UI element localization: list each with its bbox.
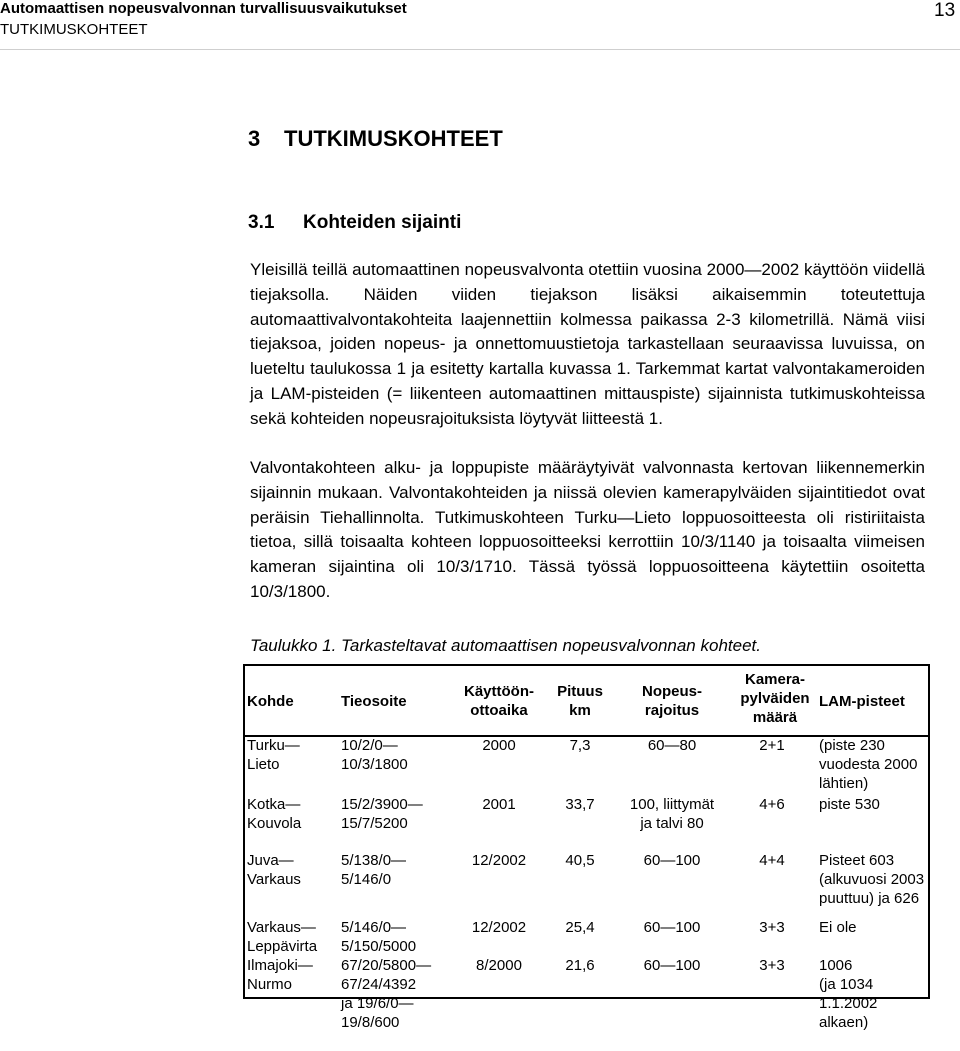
cell-line: Juva—: [247, 852, 294, 869]
cell-kamerapylvaat: [731, 795, 813, 814]
header-divider: [0, 49, 960, 50]
cell-lam: [819, 795, 927, 814]
cell-line: 19/8/600: [341, 1014, 400, 1031]
header-label: rajoitus: [644, 702, 700, 719]
cell-line: 12/2002: [471, 919, 527, 936]
cell-line: 5/146/0: [341, 871, 392, 888]
cell-line: 33,7: [565, 796, 595, 813]
header-label: Nopeus-: [642, 683, 702, 700]
cell-kohde: [247, 851, 339, 889]
cell-line: 4+4: [759, 852, 785, 869]
cell-line: 3+3: [759, 957, 785, 974]
cell-kayttoonottoaika: [451, 918, 547, 937]
cell-tieosoite: [341, 736, 451, 774]
cell-pituus: [547, 851, 613, 870]
column-header-tieosoite: [341, 692, 407, 711]
cell-line: piste 530: [819, 796, 880, 813]
cell-line: 15/2/3900—: [341, 796, 423, 813]
header-label: km: [569, 702, 591, 719]
body-paragraph: Yleisillä teillä automaattinen nopeusvalvonta otettiin vuosina 2000—2002 käyttöön viidellä tiejaksolla. Näiden viiden tiejakson lisäksi aikaisemmin toteutettuja automaattivalvontakohteita laajennettiin kolmessa paikassa 2-3 kilometrillä. Nämä viisi tiejaksoa, joiden nopeus- ja onnettomuustietoja tarkastellaan seuraavissa luvuissa, on lueteltu taulukossa 1 ja esitetty kartalla kuvassa 1. Tarkemmat kartat valvontakameroiden ja LAM-pisteiden (= liikenteen automaattinen mittauspiste) sijainnista tutkimuskohteissa sekä kohteiden nopeusrajoituksista löytyvät liitteestä 1.: [250, 260, 925, 428]
cell-line: 7,3: [569, 737, 591, 754]
cell-kohde: [247, 918, 339, 956]
header-label: Tieosoite: [341, 693, 407, 710]
cell-kayttoonottoaika: [451, 956, 547, 975]
cell-pituus: [547, 736, 613, 755]
cell-line: 5/138/0—: [341, 852, 407, 869]
cell-line: lähtien): [819, 775, 869, 792]
sites-table: [243, 664, 930, 1031]
cell-line: 5/146/0—: [341, 919, 407, 936]
chapter-title: TUTKIMUSKOHTEET: [284, 126, 503, 151]
cell-line: vuodesta 2000: [819, 756, 918, 773]
cell-line: 10/3/1800: [341, 756, 408, 773]
cell-line: 21,6: [565, 957, 595, 974]
cell-line: Pisteet 603: [819, 852, 895, 869]
cell-lam: [819, 851, 927, 908]
column-header-lam: [819, 692, 905, 711]
section-title: Kohteiden sijainti: [303, 212, 462, 233]
cell-kamerapylvaat: [731, 736, 813, 755]
cell-line: Varkaus—: [247, 919, 316, 936]
cell-line: Kouvola: [247, 815, 302, 832]
cell-line: 67/24/4392: [341, 976, 417, 993]
cell-pituus: [547, 918, 613, 937]
header-label: Kohde: [247, 693, 294, 710]
column-header-pituus: [547, 682, 613, 720]
table-caption: Taulukko 1. Tarkasteltavat automaattisen nopeusvalvonnan kohteet.: [250, 636, 761, 655]
cell-line: 100, liittymät: [629, 796, 715, 813]
running-title: Automaattisen nopeusvalvonnan turvallisuusvaikutukset: [0, 0, 407, 17]
cell-line: Kotka—: [247, 796, 301, 813]
cell-kamerapylvaat: [731, 956, 813, 975]
cell-kohde: [247, 736, 339, 774]
cell-lam: [819, 736, 927, 793]
running-section: TUTKIMUSKOHTEET: [0, 21, 148, 38]
table-row: [245, 956, 928, 1051]
cell-line: Turku—: [247, 737, 300, 754]
cell-line: 2+1: [759, 737, 785, 754]
cell-line: 12/2002: [471, 852, 527, 869]
body-paragraph: Valvontakohteen alku- ja loppupiste määräytyivät valvonnasta kertovan liikennemerkin sijainnin mukaan. Valvontakohteiden ja niissä olevien kamerapylväiden sijaintitiedot ovat peräisin Tiehallinnolta. Tutkimuskohteen Turku—Lieto loppuosoitteesta oli ristiriitaista tietoa, sillä toisaalta kohteen loppuosoitteeksi kerrottiin 10/3/1140 ja toisaalta viimeisen kameran sijaintina oli 10/3/1710. Tässä työssä loppuosoitteena käytettiin osoitetta 10/3/1800.: [250, 458, 925, 601]
cell-line: Ilmajoki—: [247, 957, 313, 974]
cell-line: 2000: [482, 737, 516, 754]
cell-tieosoite: [341, 795, 451, 833]
cell-line: 4+6: [759, 796, 785, 813]
cell-kayttoonottoaika: [451, 851, 547, 870]
cell-line: ja 19/6/0—: [341, 995, 414, 1012]
cell-tieosoite: [341, 956, 451, 1032]
column-header-kamerapylvaat: [731, 670, 819, 727]
cell-line: (piste 230: [819, 737, 885, 754]
cell-nopeusrajoitus: [613, 795, 731, 833]
page-number: 13: [934, 0, 956, 21]
column-header-kohde: [247, 692, 294, 711]
cell-line: 15/7/5200: [341, 815, 408, 832]
header-label: LAM-pisteet: [819, 693, 905, 710]
cell-nopeusrajoitus: [613, 851, 731, 870]
header-label: Pituus: [557, 683, 603, 700]
cell-line: Nurmo: [247, 976, 293, 993]
header-label: ottoaika: [470, 702, 528, 719]
header-label: pylväiden: [740, 690, 810, 707]
cell-line: 1006: [819, 957, 853, 974]
cell-line: Ei ole: [819, 919, 857, 936]
cell-line: 40,5: [565, 852, 595, 869]
cell-kamerapylvaat: [731, 918, 813, 937]
header-label: Käyttöön-: [464, 683, 534, 700]
chapter-heading: [248, 126, 503, 152]
cell-pituus: [547, 956, 613, 975]
cell-line: alkaen): [819, 1014, 869, 1031]
cell-line: 5/150/5000: [341, 938, 417, 955]
cell-line: 2001: [482, 796, 516, 813]
section-heading: [248, 212, 461, 234]
header-label: määrä: [752, 709, 798, 726]
cell-kayttoonottoaika: [451, 736, 547, 755]
cell-line: 60—100: [643, 919, 701, 936]
cell-line: Varkaus: [247, 871, 301, 888]
cell-pituus: [547, 795, 613, 814]
cell-line: ja talvi 80: [640, 815, 704, 832]
cell-line: Lieto: [247, 756, 280, 773]
cell-tieosoite: [341, 918, 451, 956]
cell-lam: [819, 956, 927, 1032]
cell-kamerapylvaat: [731, 851, 813, 870]
cell-line: 60—100: [643, 852, 701, 869]
cell-nopeusrajoitus: [613, 736, 731, 755]
section-number: 3.1: [248, 212, 275, 233]
column-header-nopeusrajoitus: [613, 682, 731, 720]
cell-line: puuttuu) ja 626: [819, 890, 920, 907]
cell-lam: [819, 918, 927, 937]
cell-line: (ja 1034 1.1.2002: [819, 976, 878, 1012]
cell-line: 67/20/5800—: [341, 957, 432, 974]
cell-line: 10/2/0—: [341, 737, 398, 754]
cell-kayttoonottoaika: [451, 795, 547, 814]
cell-nopeusrajoitus: [613, 918, 731, 937]
column-header-kayttoonottoaika: [451, 682, 547, 720]
cell-line: Leppävirta: [247, 938, 318, 955]
cell-line: 3+3: [759, 919, 785, 936]
cell-kohde: [247, 956, 339, 994]
header-label: Kamera-: [744, 671, 806, 688]
cell-kohde: [247, 795, 339, 833]
cell-tieosoite: [341, 851, 451, 889]
cell-line: 25,4: [565, 919, 595, 936]
cell-line: 8/2000: [476, 957, 522, 974]
cell-nopeusrajoitus: [613, 956, 731, 975]
cell-line: (alkuvuosi 2003: [819, 871, 925, 888]
cell-line: 60—80: [647, 737, 697, 754]
chapter-number: 3: [248, 126, 261, 151]
cell-line: 60—100: [643, 957, 701, 974]
